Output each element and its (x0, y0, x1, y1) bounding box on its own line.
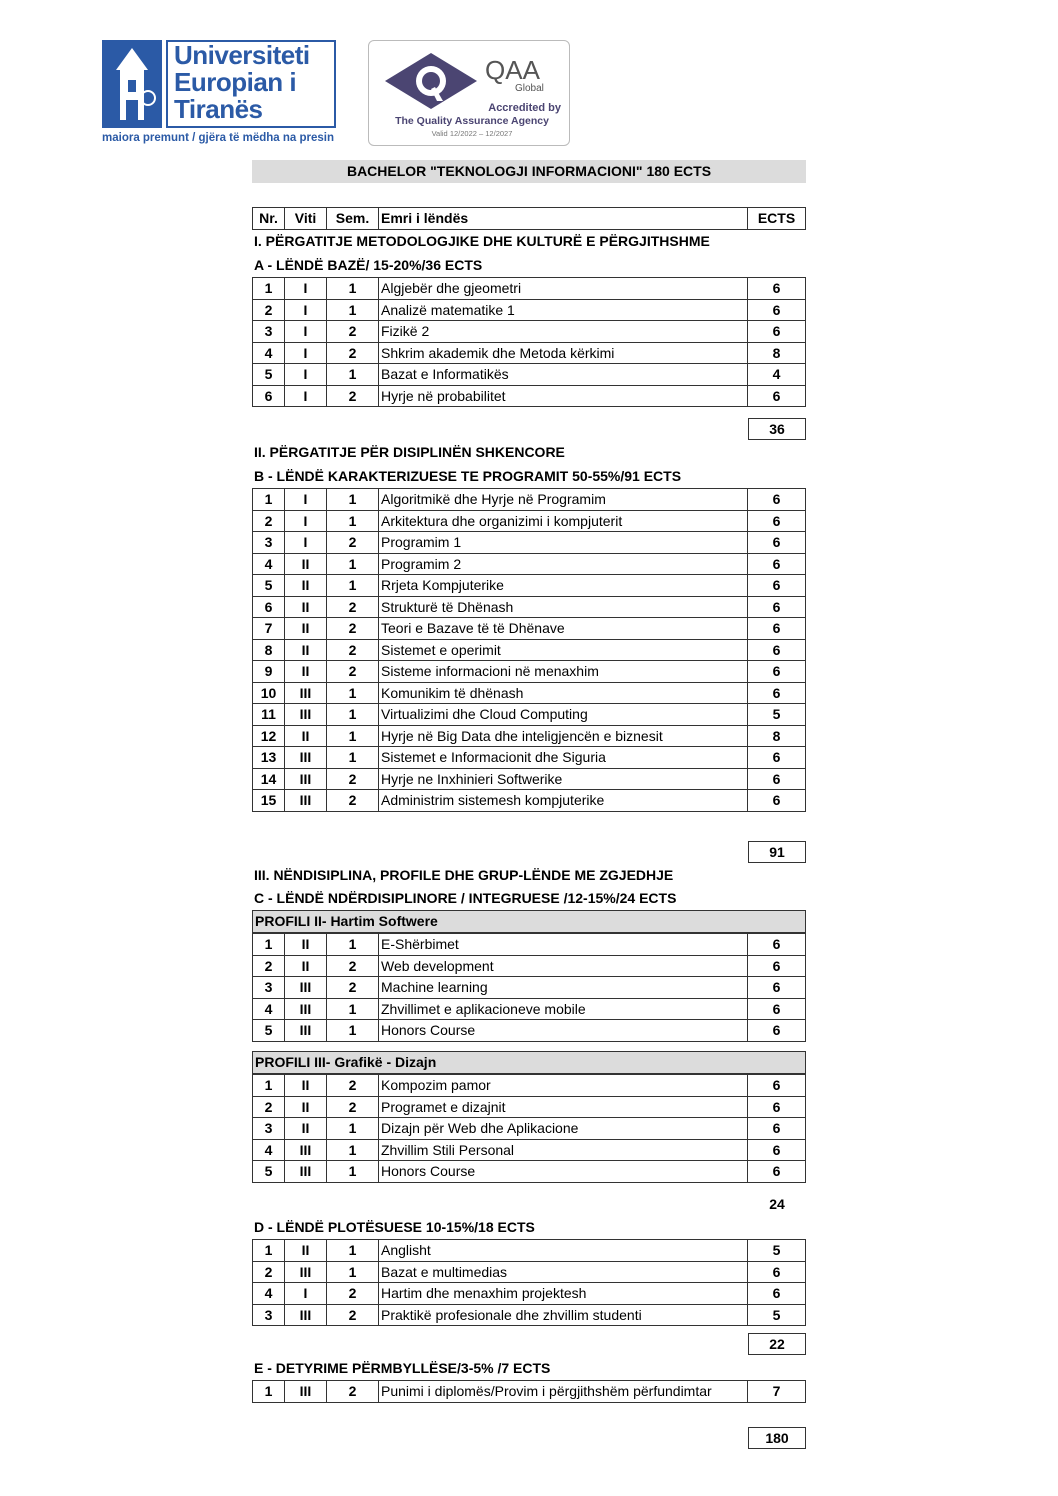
course-name: Kompozim pamor (379, 1075, 748, 1097)
course-semester: 2 (327, 1075, 379, 1097)
course-ects: 8 (748, 725, 806, 747)
profile-2-title: PROFILI II- Hartim Softwere (252, 910, 806, 933)
course-name: Komunikim të dhënash (379, 682, 748, 704)
university-wordmark (166, 40, 336, 128)
grand-total: 180 (748, 1427, 806, 1449)
course-ects: 6 (748, 510, 806, 532)
qaa-agency: The Quality Assurance Agency (395, 115, 549, 127)
course-name: Praktikë profesionale dhe zhvillim studenti (379, 1304, 748, 1326)
course-ects: 6 (748, 1283, 806, 1305)
table-row (253, 682, 806, 704)
course-year: II (285, 639, 327, 661)
course-year: III (285, 1261, 327, 1283)
course-nr: 13 (253, 747, 285, 769)
group-a-title: A - LËNDË BAZË/ 15-20%/36 ECTS (254, 257, 483, 273)
section-3-title: III. NËNDISIPLINA, PROFILE DHE GRUP-LËNDE ME ZGJEDHJE (254, 867, 674, 883)
course-nr: 5 (253, 575, 285, 597)
course-year: I (285, 489, 327, 511)
course-name: Sistemet e Informacionit dhe Siguria (379, 747, 748, 769)
section-2-title: II. PËRGATITJE PËR DISIPLINËN SHKENCORE (254, 444, 565, 460)
table-row (253, 1261, 806, 1283)
course-year: II (285, 618, 327, 640)
course-name: Teori e Bazave të të Dhënave (379, 618, 748, 640)
course-ects: 6 (748, 553, 806, 575)
course-nr: 3 (253, 1118, 285, 1140)
course-year: II (285, 575, 327, 597)
course-name: Zhvillimet e aplikacioneve mobile (379, 998, 748, 1020)
course-year: III (285, 747, 327, 769)
course-year: I (285, 385, 327, 407)
course-semester: 1 (327, 510, 379, 532)
course-semester: 1 (327, 553, 379, 575)
course-semester: 1 (327, 1261, 379, 1283)
group-e-table (252, 1380, 806, 1403)
course-ects: 6 (748, 489, 806, 511)
course-nr: 8 (253, 639, 285, 661)
course-year: III (285, 790, 327, 812)
table-row (253, 1381, 806, 1403)
table-row (253, 704, 806, 726)
course-nr: 10 (253, 682, 285, 704)
group-d-total: 22 (748, 1333, 806, 1355)
course-ects: 6 (748, 1096, 806, 1118)
table-row (253, 661, 806, 683)
course-year: I (285, 532, 327, 554)
course-ects: 7 (748, 1381, 806, 1403)
course-nr: 5 (253, 364, 285, 386)
course-year: I (285, 299, 327, 321)
table-row (253, 1240, 806, 1262)
course-semester: 1 (327, 299, 379, 321)
course-nr: 3 (253, 321, 285, 343)
table-row (253, 321, 806, 343)
course-ects: 5 (748, 1304, 806, 1326)
course-year: III (285, 704, 327, 726)
table-row (253, 790, 806, 812)
course-year: III (285, 1020, 327, 1042)
course-name: E-Shërbimet (379, 934, 748, 956)
tower-icon (102, 40, 162, 128)
course-ects: 5 (748, 1240, 806, 1262)
course-year: II (285, 596, 327, 618)
course-nr: 5 (253, 1020, 285, 1042)
course-name: Bazat e Informatikës (379, 364, 748, 386)
course-nr: 2 (253, 299, 285, 321)
table-row (253, 1161, 806, 1183)
profile-2-table (252, 933, 806, 1042)
course-ects: 6 (748, 299, 806, 321)
group-d-title: D - LËNDË PLOTËSUESE 10-15%/18 ECTS (254, 1219, 535, 1235)
qaa-accredited: Accredited by (488, 102, 561, 114)
table-row (253, 1304, 806, 1326)
course-year: III (285, 1304, 327, 1326)
table-row (253, 532, 806, 554)
group-e-title: E - DETYRIME PËRMBYLLËSE/3-5% /7 ECTS (254, 1360, 551, 1376)
course-year: I (285, 278, 327, 300)
course-ects: 6 (748, 1139, 806, 1161)
course-name: Administrim sistemesh kompjuterike (379, 790, 748, 812)
course-name: Punimi i diplomës/Provim i përgjithshëm përfundimtar (379, 1381, 748, 1403)
course-ects: 6 (748, 639, 806, 661)
course-year: III (285, 682, 327, 704)
course-year: II (285, 1240, 327, 1262)
qaa-global: Global (515, 83, 544, 94)
table-row (253, 725, 806, 747)
table-row (253, 768, 806, 790)
course-name: Fizikë 2 (379, 321, 748, 343)
course-name: Programim 2 (379, 553, 748, 575)
table-header (252, 207, 806, 230)
course-nr: 2 (253, 1096, 285, 1118)
table-row (253, 299, 806, 321)
table-row (253, 747, 806, 769)
course-ects: 6 (748, 618, 806, 640)
course-ects: 6 (748, 790, 806, 812)
course-ects: 6 (748, 575, 806, 597)
course-name: Rrjeta Kompjuterike (379, 575, 748, 597)
course-semester: 2 (327, 977, 379, 999)
course-year: II (285, 725, 327, 747)
table-row (253, 1020, 806, 1042)
table-row (253, 510, 806, 532)
header-row (253, 208, 806, 230)
course-semester: 2 (327, 321, 379, 343)
course-year: III (285, 998, 327, 1020)
course-nr: 5 (253, 1161, 285, 1183)
logo-line-1: Universiteti (174, 40, 310, 70)
course-year: II (285, 661, 327, 683)
course-name: Honors Course (379, 1020, 748, 1042)
course-name: Programet e dizajnit (379, 1096, 748, 1118)
course-semester: 1 (327, 1020, 379, 1042)
course-name: Analizë matematike 1 (379, 299, 748, 321)
profile-3-title: PROFILI III- Grafikë - Dizajn (252, 1051, 806, 1074)
table-row (253, 639, 806, 661)
course-nr: 11 (253, 704, 285, 726)
header-nr: Nr. (253, 208, 285, 230)
program-title: BACHELOR "TEKNOLOGJI INFORMACIONI" 180 ECTS (252, 160, 806, 183)
course-name: Zhvillim Stili Personal (379, 1139, 748, 1161)
course-semester: 1 (327, 489, 379, 511)
table-row (253, 977, 806, 999)
course-ects: 6 (748, 321, 806, 343)
course-ects: 5 (748, 704, 806, 726)
course-year: III (285, 977, 327, 999)
course-name: Algjebër dhe gjeometri (379, 278, 748, 300)
course-year: I (285, 342, 327, 364)
course-ects: 6 (748, 1075, 806, 1097)
group-a-total: 36 (748, 418, 806, 440)
table-row (253, 1283, 806, 1305)
table-row (253, 553, 806, 575)
group-a-table (252, 277, 806, 407)
course-year: II (285, 934, 327, 956)
course-semester: 1 (327, 998, 379, 1020)
section-1-title: I. PËRGATITJE METODOLOGJIKE DHE KULTURË E PËRGJITHSHME (254, 233, 710, 249)
course-nr: 3 (253, 977, 285, 999)
course-nr: 1 (253, 1240, 285, 1262)
profile-3-table (252, 1074, 806, 1183)
table-row (253, 618, 806, 640)
course-ects: 6 (748, 596, 806, 618)
course-year: II (285, 955, 327, 977)
qaa-logo (368, 40, 570, 146)
course-semester: 2 (327, 618, 379, 640)
course-year: II (285, 1118, 327, 1140)
course-semester: 2 (327, 596, 379, 618)
course-ects: 6 (748, 661, 806, 683)
university-motto: maiora premunt / gjëra të mëdha na presin (102, 132, 334, 144)
course-nr: 6 (253, 385, 285, 407)
course-name: Sistemet e operimit (379, 639, 748, 661)
course-semester: 2 (327, 1381, 379, 1403)
course-ects: 6 (748, 998, 806, 1020)
course-year: II (285, 553, 327, 575)
course-ects: 8 (748, 342, 806, 364)
course-nr: 12 (253, 725, 285, 747)
group-d-table (252, 1239, 806, 1326)
course-nr: 15 (253, 790, 285, 812)
course-nr: 7 (253, 618, 285, 640)
group-b-title: B - LËNDË KARAKTERIZUESE TE PROGRAMIT 50-55%/91 ECTS (254, 468, 682, 484)
course-year: III (285, 768, 327, 790)
course-semester: 1 (327, 575, 379, 597)
table-row (253, 575, 806, 597)
course-nr: 1 (253, 1381, 285, 1403)
course-year: I (285, 321, 327, 343)
course-name: Virtualizimi dhe Cloud Computing (379, 704, 748, 726)
course-semester: 1 (327, 1118, 379, 1140)
course-name: Arkitektura dhe organizimi i kompjuterit (379, 510, 748, 532)
course-name: Strukturë të Dhënash (379, 596, 748, 618)
qaa-valid: Valid 12/2022 – 12/2027 (431, 129, 513, 138)
course-semester: 1 (327, 934, 379, 956)
course-ects: 6 (748, 977, 806, 999)
course-nr: 3 (253, 532, 285, 554)
course-semester: 2 (327, 1096, 379, 1118)
table-row (253, 489, 806, 511)
course-semester: 2 (327, 385, 379, 407)
course-name: Hyrje ne Inxhinieri Softwerike (379, 768, 748, 790)
course-nr: 1 (253, 1075, 285, 1097)
course-nr: 4 (253, 553, 285, 575)
course-semester: 2 (327, 342, 379, 364)
course-ects: 6 (748, 385, 806, 407)
course-name: Algoritmikë dhe Hyrje në Programim (379, 489, 748, 511)
course-semester: 1 (327, 1139, 379, 1161)
course-name: Sisteme informacioni në menaxhim (379, 661, 748, 683)
table-row (253, 955, 806, 977)
course-semester: 2 (327, 790, 379, 812)
course-semester: 1 (327, 1240, 379, 1262)
course-year: II (285, 1075, 327, 1097)
table-row (253, 385, 806, 407)
course-name: Shkrim akademik dhe Metoda kërkimi (379, 342, 748, 364)
course-semester: 2 (327, 768, 379, 790)
course-year: III (285, 1139, 327, 1161)
course-ects: 6 (748, 1118, 806, 1140)
course-ects: 6 (748, 1261, 806, 1283)
course-semester: 1 (327, 747, 379, 769)
course-ects: 6 (748, 682, 806, 704)
course-year: III (285, 1381, 327, 1403)
course-ects: 6 (748, 768, 806, 790)
course-semester: 2 (327, 1283, 379, 1305)
course-year: I (285, 510, 327, 532)
course-name: Machine learning (379, 977, 748, 999)
group-b-table (252, 488, 806, 812)
course-nr: 14 (253, 768, 285, 790)
course-nr: 3 (253, 1304, 285, 1326)
table-row (253, 934, 806, 956)
course-nr: 4 (253, 1283, 285, 1305)
course-name: Hyrje në Big Data dhe inteligjencën e biznesit (379, 725, 748, 747)
qaa-name: QAA (485, 55, 540, 85)
logo-line-3: Tiranës (174, 94, 263, 124)
table-row (253, 1075, 806, 1097)
course-nr: 2 (253, 955, 285, 977)
university-logo (102, 40, 338, 150)
course-semester: 2 (327, 1304, 379, 1326)
course-ects: 6 (748, 1161, 806, 1183)
course-semester: 1 (327, 364, 379, 386)
table-row (253, 596, 806, 618)
course-year: I (285, 364, 327, 386)
course-semester: 2 (327, 639, 379, 661)
course-year: III (285, 1161, 327, 1183)
table-row (253, 998, 806, 1020)
table-row (253, 1096, 806, 1118)
course-nr: 1 (253, 278, 285, 300)
course-nr: 4 (253, 998, 285, 1020)
table-row (253, 278, 806, 300)
course-name: Honors Course (379, 1161, 748, 1183)
group-c-total: 24 (769, 1196, 785, 1212)
course-ects: 6 (748, 1020, 806, 1042)
course-ects: 4 (748, 364, 806, 386)
table-row (253, 364, 806, 386)
header-emri: Emri i lëndës (379, 208, 748, 230)
course-year: I (285, 1283, 327, 1305)
course-semester: 2 (327, 532, 379, 554)
course-nr: 2 (253, 510, 285, 532)
header-ects: ECTS (748, 208, 806, 230)
course-semester: 1 (327, 682, 379, 704)
course-ects: 6 (748, 955, 806, 977)
table-row (253, 1118, 806, 1140)
course-ects: 6 (748, 532, 806, 554)
table-row (253, 1139, 806, 1161)
course-nr: 1 (253, 489, 285, 511)
course-ects: 6 (748, 278, 806, 300)
course-year: II (285, 1096, 327, 1118)
table-row (253, 342, 806, 364)
logo-line-2: Europian i (174, 67, 297, 97)
course-nr: 4 (253, 1139, 285, 1161)
course-name: Web development (379, 955, 748, 977)
course-semester: 1 (327, 704, 379, 726)
group-b-total: 91 (748, 841, 806, 863)
course-nr: 9 (253, 661, 285, 683)
course-semester: 1 (327, 278, 379, 300)
course-name: Hartim dhe menaxhim projektesh (379, 1283, 748, 1305)
course-semester: 1 (327, 725, 379, 747)
course-name: Dizajn për Web dhe Aplikacione (379, 1118, 748, 1140)
course-ects: 6 (748, 747, 806, 769)
group-c-title: C - LËNDË NDËRDISIPLINORE / INTEGRUESE /12-15%/24 ECTS (254, 890, 677, 906)
course-nr: 6 (253, 596, 285, 618)
header-viti: Viti (285, 208, 327, 230)
course-ects: 6 (748, 934, 806, 956)
course-name: Anglisht (379, 1240, 748, 1262)
course-semester: 2 (327, 955, 379, 977)
course-name: Programim 1 (379, 532, 748, 554)
course-semester: 1 (327, 1161, 379, 1183)
course-nr: 1 (253, 934, 285, 956)
course-nr: 4 (253, 342, 285, 364)
course-name: Hyrje në probabilitet (379, 385, 748, 407)
course-semester: 2 (327, 661, 379, 683)
header-sem: Sem. (327, 208, 379, 230)
course-name: Bazat e multimedias (379, 1261, 748, 1283)
course-nr: 2 (253, 1261, 285, 1283)
